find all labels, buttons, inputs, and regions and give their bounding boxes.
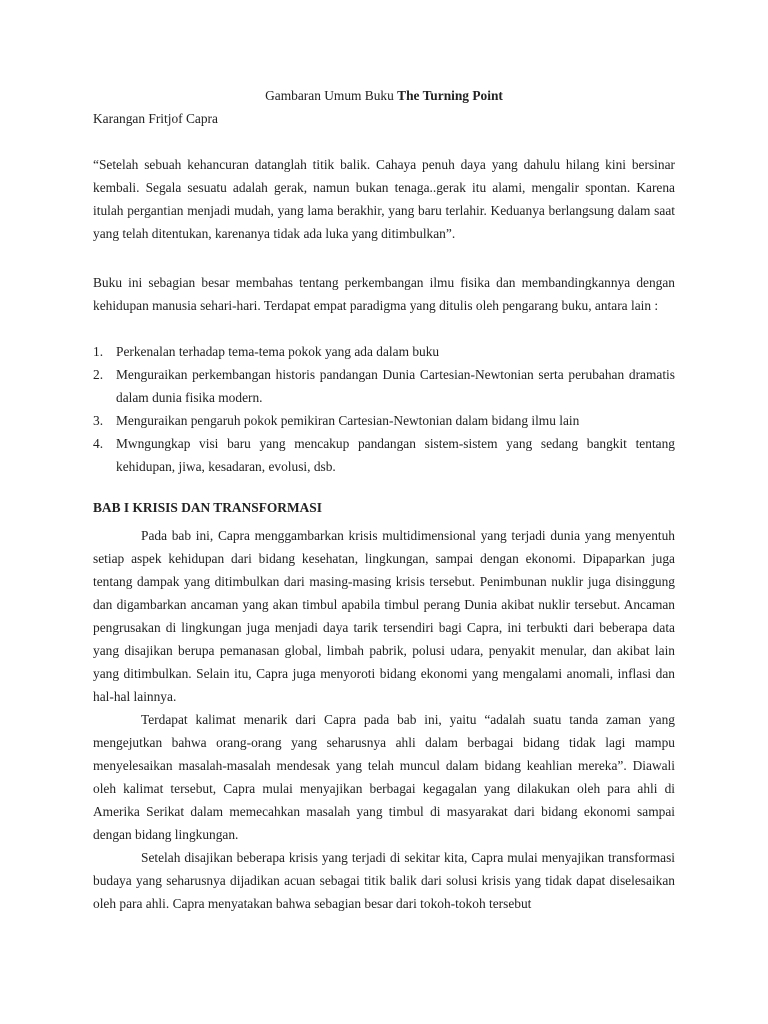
list-item-text: Mwngungkap visi baru yang mencakup pandangan sistem-sistem yang sedang bangkit tentang kehidupan, jiwa, kesadaran, evolusi, dsb. <box>116 436 675 474</box>
list-item <box>93 432 675 478</box>
opening-quote: “Setelah sebuah kehancuran datanglah titik balik. Cahaya penuh daya yang dahulu hilang kini bersinar kembali. Segala sesuatu adalah gerak, namun bukan tenaga..gerak itu alami, mengalir spontan. Karena itulah pergantian menjadi mudah, yang lama berakhir, yang baru terlahir. Keduanya berlangsung dalam saat yang telah ditentukan, karenanya tidak ada luka yang ditimbulkan”. <box>93 157 675 241</box>
chapter-paragraph: Terdapat kalimat menarik dari Capra pada bab ini, yaitu “adalah suatu tanda zaman yang mengejutkan bahwa orang-orang yang seharusnya ahli dalam berbagai bidang tidak lagi mampu menyelesaikan masalah-masalah mendesak yang telah muncul dalam bidang keahlian mereka”. Diawali oleh kalimat tersebut, Capra mulai menyajikan berbagai kegagalan yang dilakukan oleh para ahli di Amerika Serikat dalam memecahkan masalah yang timbul di masyarakat dari bidang ekonomi sampai dengan bidang lingkungan. <box>93 712 675 842</box>
chapter-paragraph: Setelah disajikan beberapa krisis yang terjadi di sekitar kita, Capra mulai menyajikan transformasi budaya yang seharusnya dijadikan acuan sebagai titik balik dari solusi krisis yang tidak dapat diselesaikan oleh para ahli. Capra menyatakan bahwa sebagian besar dari tokoh-tokoh tersebut <box>93 850 675 911</box>
book-title: The Turning Point <box>397 88 503 103</box>
title-prefix: Gambaran Umum Buku <box>265 88 398 103</box>
chapter-paragraph: Pada bab ini, Capra menggambarkan krisis multidimensional yang terjadi dunia yang menyentuh setiap aspek kehidupan dari bidang kesehatan, lingkungan, sampai dengan ekonomi. Dipaparkan juga tentang dampak yang ditimbulkan dari masing-masing krisis tersebut. Penimbunan nuklir juga disinggung dan digambarkan ancaman yang akan timbul apabila timbul perang Dunia akibat nuklir tersebut. Ancaman pengrusakan di lingkungan juga menjadi daya tarik tersendiri bagi Capra, ini terbukti dari beberapa data yang disajikan berupa pemanasan global, limbah pabrik, polusi udara, penyakit menular, dan akibat lain yang ditimbulkan. Selain itu, Capra juga menyoroti bidang ekonomi yang mengalami anomali, inflasi dan hal-hal lainnya. <box>93 528 675 704</box>
chapter-body <box>93 524 675 915</box>
list-item <box>93 363 675 409</box>
list-item-text: Perkenalan terhadap tema-tema pokok yang ada dalam buku <box>116 344 440 359</box>
list-item-text: Menguraikan perkembangan historis pandangan Dunia Cartesian-Newtonian serta perubahan dramatis dalam dunia fisika modern. <box>116 367 675 405</box>
author-line: Karangan Fritjof Capra <box>93 111 218 126</box>
list-item-number: 4. <box>93 436 104 451</box>
chapter-heading: BAB I KRISIS DAN TRANSFORMASI <box>93 500 322 515</box>
intro-paragraph: Buku ini sebagian besar membahas tentang perkembangan ilmu fisika dan membandingkannya dengan kehidupan manusia sehari-hari. Terdapat empat paradigma yang ditulis oleh pengarang buku, antara lain : <box>93 275 675 313</box>
list-item-number: 3. <box>93 413 104 428</box>
paradigm-list <box>93 340 675 478</box>
list-item <box>93 340 675 363</box>
list-item-number: 2. <box>93 367 104 382</box>
document-title <box>93 87 675 105</box>
list-item-number: 1. <box>93 344 104 359</box>
list-item-text: Menguraikan pengaruh pokok pemikiran Cartesian-Newtonian dalam bidang ilmu lain <box>116 413 580 428</box>
list-item <box>93 409 675 432</box>
